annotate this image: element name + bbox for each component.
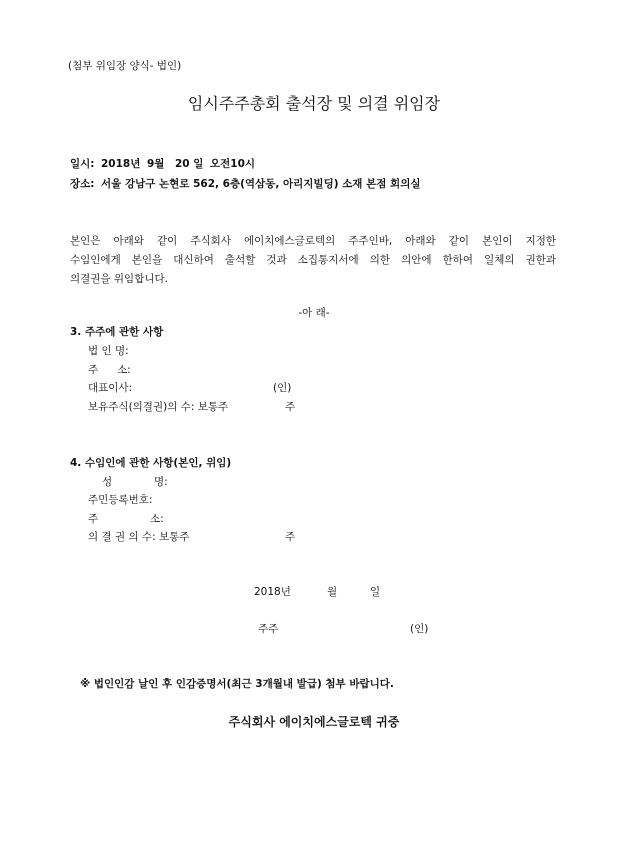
page-title: 임시주주총회 출석장 및 의결 위임장 bbox=[187, 94, 441, 113]
proxy-heading: 4. 수임인에 관한 사항(본인, 위임) bbox=[70, 457, 232, 469]
date-month: 9월 bbox=[147, 158, 165, 170]
corp-name-label: 법 인 명: bbox=[88, 345, 129, 357]
intro-line-1: 본인은 아래와 같이 주식회사 에이치에스글로텍의 주주인바, 아래와 같이 본인이 지정한 bbox=[70, 235, 556, 247]
address-label-b: 소: bbox=[117, 364, 131, 376]
proxy-address-label-a: 주 bbox=[88, 513, 99, 525]
notice-heading: -아 래- bbox=[298, 307, 330, 319]
shares-unit: 주 bbox=[285, 401, 296, 413]
shares-label: 보유주식(의결권)의 수: 보통주 bbox=[88, 401, 229, 413]
footnote: ※ 법인인감 날인 후 인감증명서(최근 3개월내 발급) 첨부 바랍니다. bbox=[80, 678, 394, 690]
place-value: 서울 강남구 논현로 562, 6층(역삼동, 아리지빌딩) 소재 본점 회의실 bbox=[101, 178, 421, 190]
signature-shareholder-label: 주주 bbox=[258, 623, 279, 635]
signature-month: 월 bbox=[327, 586, 338, 598]
signature-seal: (인) bbox=[410, 623, 429, 635]
proxy-votes-unit: 주 bbox=[285, 531, 296, 543]
intro-line-3: 의결권을 위임합니다. bbox=[70, 273, 168, 285]
addressee: 주식회사 에이치에스글로텍 귀중 bbox=[228, 715, 400, 729]
intro-paragraph bbox=[70, 232, 556, 289]
proxy-address-label-b: 소: bbox=[150, 513, 164, 525]
date-day: 20 일 bbox=[175, 158, 204, 170]
date-time: 오전10시 bbox=[210, 158, 256, 170]
proxy-votes-label: 의 결 권 의 수: 보통주 bbox=[88, 531, 190, 543]
date-label: 일시: bbox=[70, 158, 95, 170]
proxy-id-label: 주민등록번호: bbox=[88, 494, 153, 506]
ceo-seal: (인) bbox=[273, 382, 292, 394]
date-year: 2018년 bbox=[101, 158, 141, 170]
signature-day: 일 bbox=[370, 586, 381, 598]
ceo-label: 대표이사: bbox=[88, 382, 133, 394]
attachment-label: (첨부 위임장 양식- 법인) bbox=[68, 60, 182, 72]
signature-year: 2018년 bbox=[254, 586, 291, 598]
intro-line-2: 수임인에게 본인을 대신하여 출석할 것과 소집통지서에 의한 의안에 한하여 일체의 권한과 bbox=[70, 254, 556, 266]
proxy-name-label-a: 성 bbox=[102, 476, 113, 488]
proxy-name-label-b: 명: bbox=[154, 476, 168, 488]
address-label-a: 주 bbox=[88, 364, 99, 376]
shareholder-heading: 3. 주주에 관한 사항 bbox=[70, 326, 164, 338]
place-label: 장소: bbox=[70, 178, 95, 190]
